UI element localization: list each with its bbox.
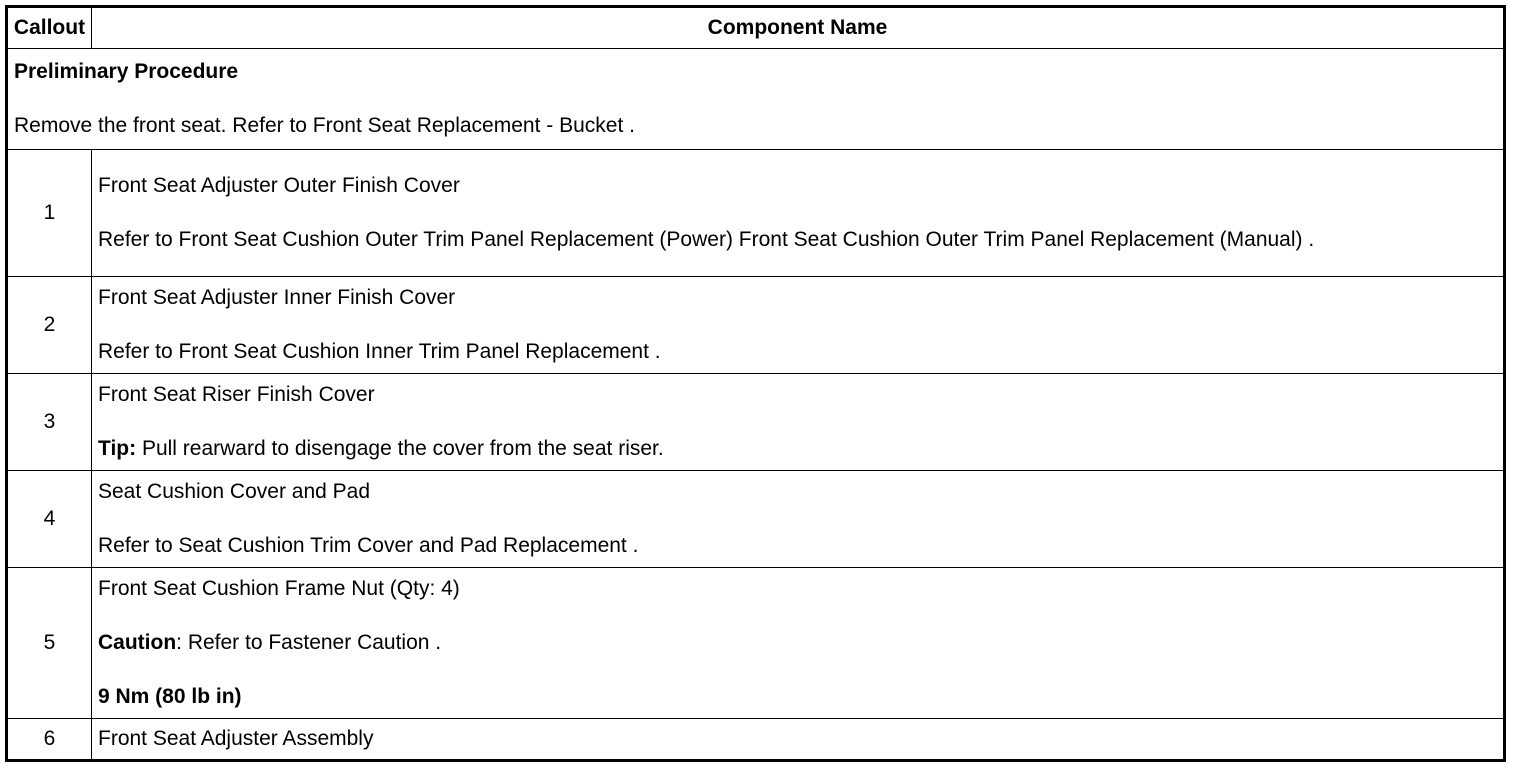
table-row [7,374,1505,471]
component-cell [92,568,1505,719]
caution-line [98,629,1497,657]
table-row [7,471,1505,568]
component-name: Front Seat Adjuster Inner Finish Cover [98,286,456,309]
component-cell [92,374,1505,471]
component-name: Front Seat Cushion Frame Nut (Qty: 4) [98,577,460,600]
caution-label: Caution [98,631,177,654]
component-name: Seat Cushion Cover and Pad [98,480,371,503]
component-note: Refer to Front Seat Cushion Inner Trim Panel Replacement . [98,340,661,363]
callout-number: 5 [7,568,92,719]
component-name-header: Component Name [92,7,1505,49]
component-note: Refer to Front Seat Cushion Outer Trim Panel Replacement (Power) Front Seat Cushion Outer Trim Panel Replacement (Manual) . [98,228,1315,251]
callout-number: 3 [7,374,92,471]
tip-line [98,435,1497,463]
callout-number: 4 [7,471,92,568]
table-row [7,277,1505,374]
header-row [7,7,1505,49]
table-row [7,150,1505,277]
preliminary-title: Preliminary Procedure [14,60,239,83]
table-row [7,719,1505,761]
component-name: Front Seat Adjuster Outer Finish Cover [98,174,460,197]
callout-number: 1 [7,150,92,277]
tip-text: Pull rearward to disengage the cover from the seat riser. [136,437,664,460]
component-cell [92,277,1505,374]
torque-spec: 9 Nm (80 lb in) [98,685,242,708]
component-name: Front Seat Adjuster Assembly [98,727,374,750]
preliminary-procedure-row [7,49,1505,150]
component-table [5,5,1506,762]
tip-label: Tip: [98,437,137,460]
caution-text: : Refer to Fastener Caution . [176,631,442,654]
component-cell [92,471,1505,568]
component-note: Refer to Seat Cushion Trim Cover and Pad Replacement . [98,534,639,557]
preliminary-text: Remove the front seat. Refer to Front Seat Replacement - Bucket . [14,114,635,137]
component-cell [92,150,1505,277]
component-name: Front Seat Riser Finish Cover [98,383,375,406]
preliminary-procedure-cell [7,49,1505,150]
callout-header: Callout [7,7,92,49]
callout-number: 2 [7,277,92,374]
component-cell [92,719,1505,761]
callout-number: 6 [7,719,92,761]
table-row [7,568,1505,719]
